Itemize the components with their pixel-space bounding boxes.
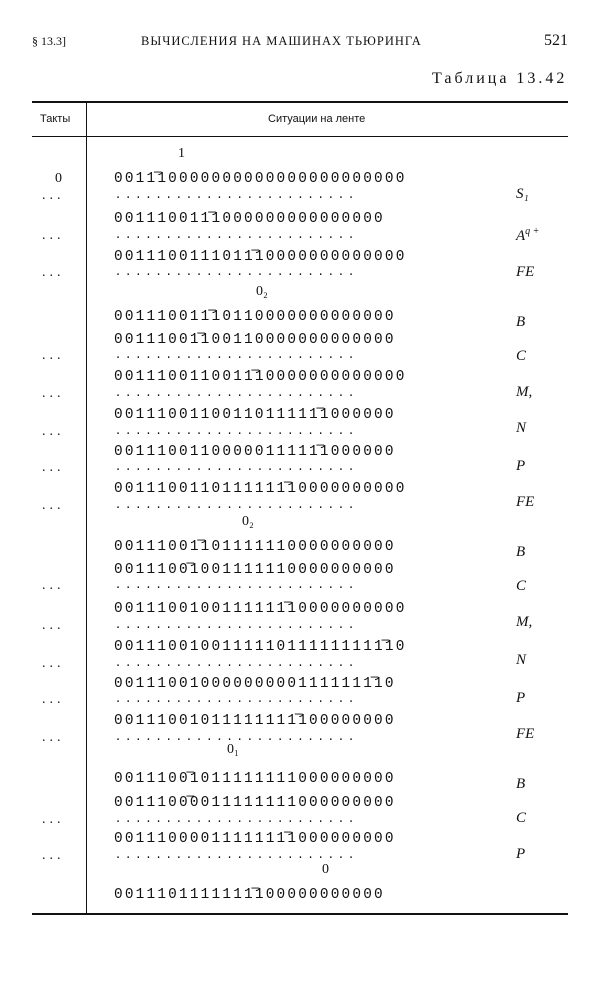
state-label: B <box>516 314 526 330</box>
state-label: FE <box>516 264 535 280</box>
dot-row: ........................ <box>116 847 360 862</box>
section-reference: § 13.3] <box>32 34 66 48</box>
column-header-situations: Ситуации на ленте <box>268 113 366 125</box>
tape-row: 0011100100111110111111111͞10 <box>114 639 407 655</box>
table-top-rule <box>32 101 568 103</box>
page-number: 521 <box>544 32 568 49</box>
dot-row: ........................ <box>116 459 360 474</box>
beat-dots: ... <box>42 386 65 401</box>
state-label: C <box>516 810 527 826</box>
above-label-01: 0₁ <box>227 742 239 757</box>
above-label-02b: 0₂ <box>242 514 254 529</box>
tape-row: 00111001͞101111110000000000 <box>114 539 396 555</box>
beat-zero: 0 <box>55 171 62 186</box>
dot-row: ........................ <box>116 497 360 512</box>
state-label: C <box>516 578 527 594</box>
above-label-0: 0 <box>322 862 329 877</box>
above-label-02a: 0₂ <box>256 284 268 299</box>
beat-dots: ... <box>42 348 65 363</box>
state-label: P <box>516 690 526 706</box>
state-label: P <box>516 458 526 474</box>
tape-row: 00111001͞100110000000000000 <box>114 332 396 348</box>
state-label: B <box>516 544 526 560</box>
table-column-divider <box>86 103 87 913</box>
state-label: B <box>516 776 526 792</box>
dot-row: ........................ <box>116 264 360 279</box>
tape-row: 00111001011111111͞100000000 <box>114 713 396 729</box>
state-label: P <box>516 846 526 862</box>
beat-dots: ... <box>42 228 65 243</box>
dot-row: ........................ <box>116 423 360 438</box>
dot-row: ........................ <box>116 729 360 744</box>
state-label: $A^{q +}$ <box>516 226 540 244</box>
beat-dots: ... <box>42 424 65 439</box>
beat-dots: ... <box>42 460 65 475</box>
state-label: S₁ <box>516 186 529 202</box>
tape-row: 0011100111011͞10000000000000 <box>114 249 407 265</box>
tape-row: 001110010000000001111111͞10 <box>114 676 396 692</box>
table-caption: Таблица 13.42 <box>432 70 568 87</box>
beat-dots: ... <box>42 188 65 203</box>
tape-row: 0011100͞0011111111000000000 <box>114 795 396 811</box>
dot-row: ........................ <box>116 617 360 632</box>
tape-row: 0011͞10000000000000000000000 <box>114 171 407 187</box>
state-label: M, <box>516 384 533 400</box>
above-label-1: 1 <box>178 146 185 161</box>
beat-dots: ... <box>42 498 65 513</box>
beat-dots: ... <box>42 618 65 633</box>
beat-dots: ... <box>42 848 65 863</box>
table-bottom-rule <box>32 913 568 915</box>
tape-row: 001110011͞1000000000000000 <box>114 211 385 227</box>
beat-dots: ... <box>42 656 65 671</box>
tape-row: 001110011͞10110000000000000 <box>114 309 396 325</box>
state-label: M, <box>516 614 533 630</box>
tape-row: 0011100001111111͞1000000000 <box>114 831 396 847</box>
beat-dots: ... <box>42 812 65 827</box>
tape-row: 0011100100111111͞10000000000 <box>114 601 407 617</box>
state-label: FE <box>516 494 535 510</box>
tape-row: 0011100͞1001111110000000000 <box>114 562 396 578</box>
dot-row: ........................ <box>116 187 360 202</box>
state-label: C <box>516 348 527 364</box>
dot-row: ........................ <box>116 655 360 670</box>
dot-row: ........................ <box>116 577 360 592</box>
dot-row: ........................ <box>116 347 360 362</box>
running-title: ВЫЧИСЛЕНИЯ НА МАШИНАХ ТЬЮРИНГА <box>141 34 422 48</box>
column-header-beats: Такты <box>40 113 71 125</box>
tape-row: 0011100110111111͞10000000000 <box>114 481 407 497</box>
tape-row: 0011100110011͞10000000000000 <box>114 369 407 385</box>
dot-row: ........................ <box>116 385 360 400</box>
dot-row: ........................ <box>116 691 360 706</box>
tape-row: 0011100110011011111͞1000000 <box>114 407 396 423</box>
dot-row: ........................ <box>116 227 360 242</box>
beat-dots: ... <box>42 578 65 593</box>
table-header-rule <box>32 136 568 137</box>
state-label: N <box>516 420 527 436</box>
beat-dots: ... <box>42 730 65 745</box>
dot-row: ........................ <box>116 811 360 826</box>
beat-dots: ... <box>42 692 65 707</box>
tape-row: 0011100110000011111͞1000000 <box>114 444 396 460</box>
state-label: N <box>516 652 527 668</box>
beat-dots: ... <box>42 265 65 280</box>
tape-row: 0011101111111͞100000000000 <box>114 887 385 903</box>
tape-row: 0011100͞1011111111000000000 <box>114 771 396 787</box>
state-label: FE <box>516 726 535 742</box>
